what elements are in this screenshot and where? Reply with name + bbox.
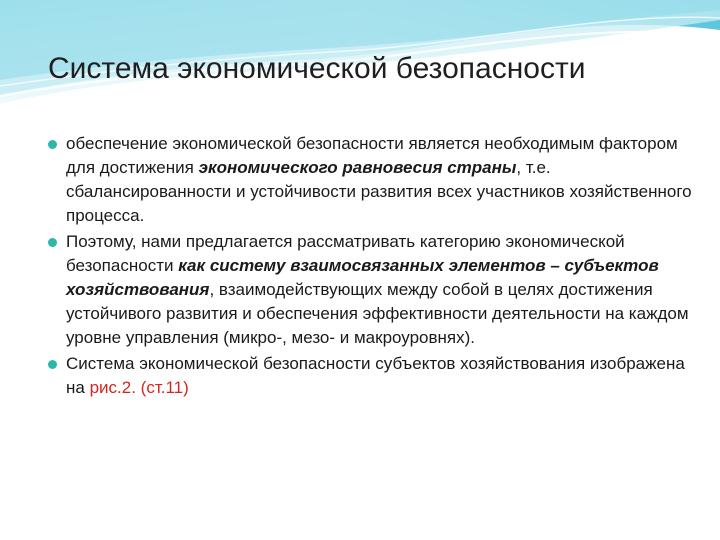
bullet-text: Поэтому, нами предлагается рассматривать категорию экономической безопасности (66, 232, 625, 275)
bullet-list (48, 132, 698, 402)
figure-reference-link[interactable]: рис.2. (ст.11) (89, 378, 189, 397)
bullet-text: , т.е. сбалансированности и устойчивости развития всех участников хозяйственного процесса. (66, 158, 692, 225)
slide-title: Система экономической безопасности (48, 52, 586, 85)
bullet-item-1 (48, 132, 698, 228)
bullet-item-3 (48, 352, 698, 400)
bullet-item-2 (48, 230, 698, 350)
bullet-text: Система экономической безопасности субъектов хозяйствования изображена на (66, 354, 685, 397)
bullet-dot-icon (48, 140, 57, 149)
bullet-dot-icon (48, 360, 57, 369)
bullet-text: , взаимодействующих между собой в целях достижения устойчивого развития и обеспечения эффективности деятельности на каждом уровне управления (микро-, мезо- и макроуровнях). (66, 280, 689, 347)
bullet-emphasis: экономического равновесия страны (198, 158, 517, 177)
bullet-text: обеспечение экономической безопасности является необходимым фактором для достижения (66, 134, 678, 177)
bullet-dot-icon (48, 238, 57, 247)
bullet-emphasis: как систему взаимосвязанных элементов – субъектов хозяйствования (66, 256, 659, 299)
